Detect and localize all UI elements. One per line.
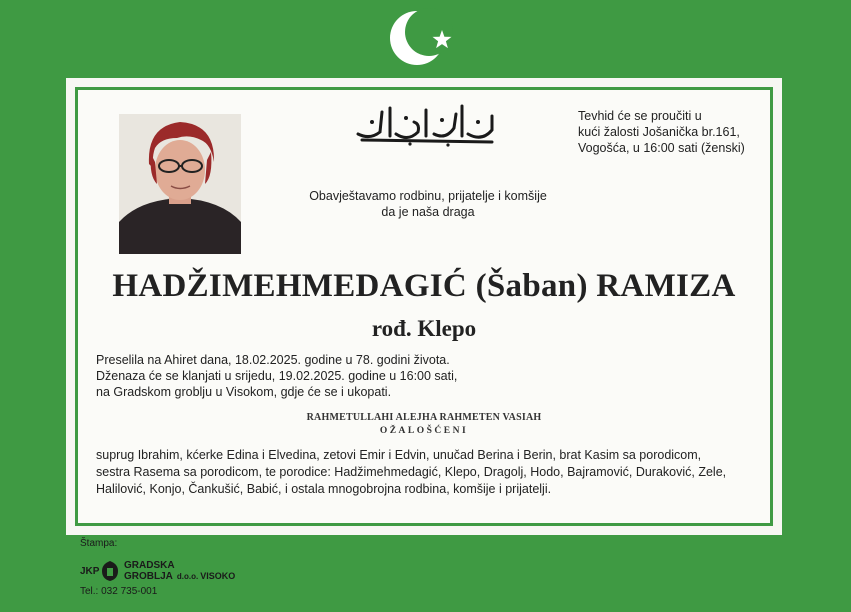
details-line: Preselila na Ahiret dana, 18.02.2025. godine u 78. godini života. <box>96 353 450 367</box>
details-line: na Gradskom groblju u Visokom, gdje će se i ukopati. <box>96 385 392 399</box>
arabic-calligraphy-inna-lillahi-icon <box>350 98 500 148</box>
mourners-line: sestra Rasema sa porodicom, te porodice: Hadžimehmedagić, Klepo, Dragolj, Hodo, Bajramović, Duraković, Zele, <box>96 465 727 479</box>
tevhid-line: kući žalosti Jošanička br.161, <box>578 125 740 139</box>
tevhid-line: Tevhid će se proučiti u <box>578 109 702 123</box>
printer-credit <box>80 538 280 608</box>
deceased-name: HADŽIMEHMEDAGIĆ (Šaban) RAMIZA <box>112 268 736 304</box>
tevhid-line: Vogošća, u 16:00 sati (ženski) <box>578 141 745 155</box>
mourners-list <box>96 447 756 498</box>
printer-brand-line1: GRADSKA <box>124 560 175 571</box>
crescent-star-icon <box>383 4 473 74</box>
mourners-heading: OŽALOŠĆENI <box>379 426 469 436</box>
mourners-line: Halilović, Konjo, Čankušić, Babić, i ostala mnogobrojna rodbina, komšije i prijatelji. <box>96 482 552 496</box>
maiden-name: rođ. Klepo <box>371 316 477 341</box>
notice-border <box>75 87 773 526</box>
tevhid-info <box>578 108 758 156</box>
death-funeral-details <box>96 352 536 400</box>
printer-brand-name: GROBLJA <box>124 571 173 582</box>
notice-paper <box>66 78 782 535</box>
announcement-line: da je naša draga <box>381 205 475 219</box>
mourners-line: suprug Ibrahim, kćerke Edina i Elvedina, zetovi Emir i Edvin, unučad Berina i Berin, brat Kasim sa porodicom, <box>96 448 702 462</box>
printer-brand-city: VISOKO <box>200 571 236 581</box>
portrait-photo-icon <box>119 114 241 254</box>
printer-label: Štampa: <box>80 538 118 549</box>
printer-brand-doo: d.o.o. <box>176 572 199 581</box>
details-line: Dženaza će se klanjati u srijedu, 19.02.2025. godine u 16:00 sati, <box>96 369 458 383</box>
printer-jkp: JKP <box>80 566 100 577</box>
announcement <box>228 188 628 220</box>
printer-brand-line2 <box>124 571 235 582</box>
printer-phone: Tel.: 032 735-001 <box>80 586 158 597</box>
announcement-line: Obavještavamo rodbinu, prijatelje i komšije <box>309 189 547 203</box>
dua-text: RAHMETULLAHI ALEJHA RAHMETEN VASIAH <box>306 412 542 423</box>
gradska-groblja-logo-icon <box>101 560 119 582</box>
